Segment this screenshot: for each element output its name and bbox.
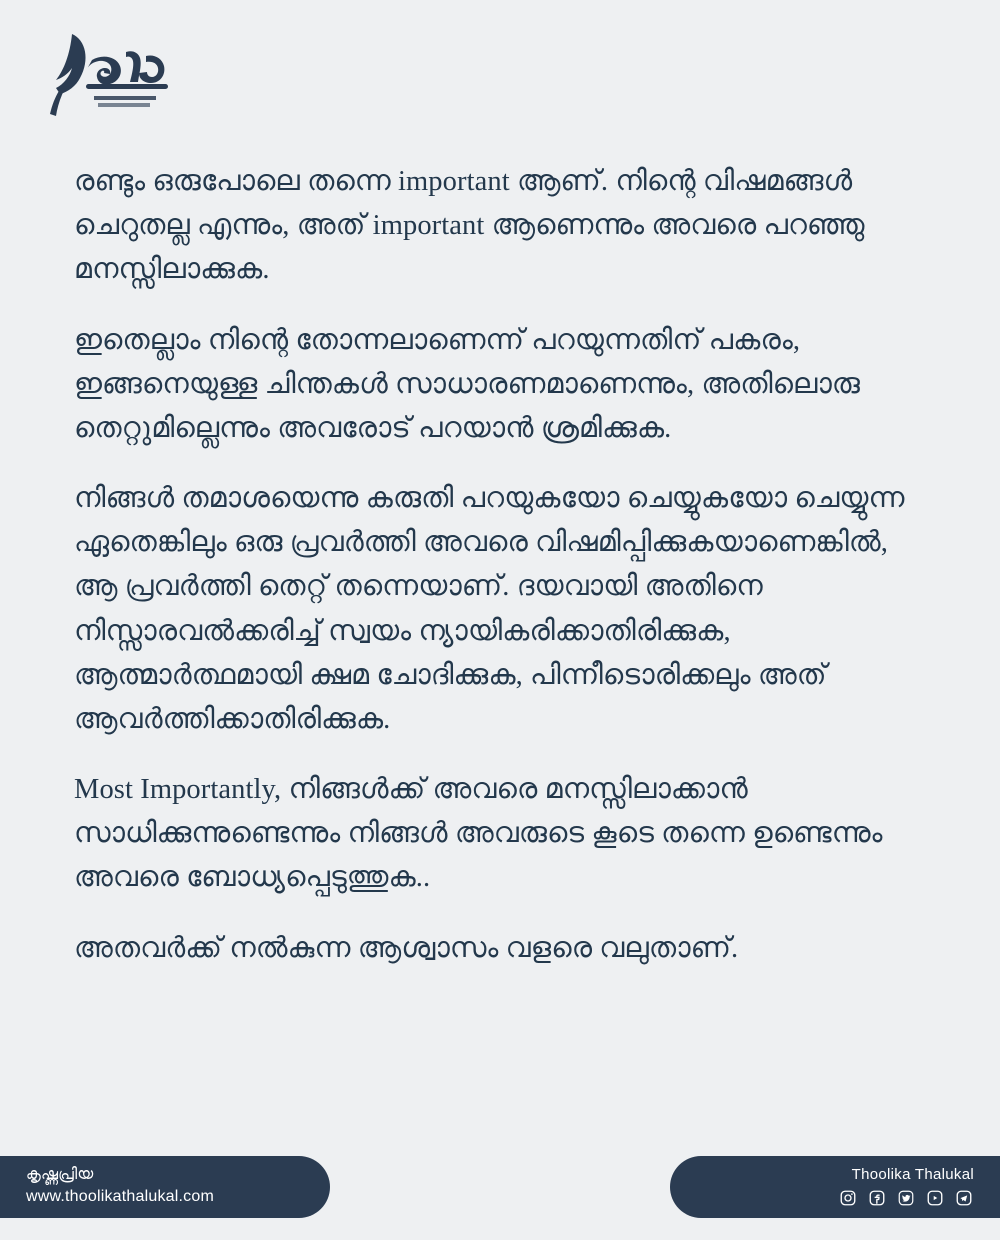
telegram-icon[interactable]	[954, 1188, 974, 1208]
youtube-icon[interactable]	[925, 1188, 945, 1208]
facebook-icon[interactable]	[867, 1188, 887, 1208]
thoolika-quill-logo-icon	[34, 26, 174, 126]
paragraph: അതവർക്ക് നൽകുന്ന ആശ്വാസം വളരെ വലുതാണ്.	[74, 932, 739, 964]
footer-author-pill	[0, 1156, 330, 1218]
paragraph: ഇതെല്ലാം നിന്റെ തോന്നലാണെന്ന് പറയുന്നതിന് പകരം, ഇങ്ങനെയുള്ള ചിന്തകൾ സാധാരണമാണെന്നും, അതിലൊരു തെറ്റുമില്ലെന്നും അവരോട് പറയാൻ ശ്രമിക്കുക.	[74, 324, 860, 444]
brand-name: Thoolika Thalukal	[851, 1166, 974, 1183]
footer	[0, 1115, 1000, 1240]
instagram-icon[interactable]	[838, 1188, 858, 1208]
author-name: കൃഷ്ണപ്രിയ	[26, 1166, 94, 1183]
paragraph: രണ്ടും ഒരുപോലെ തന്നെ important ആണ്. നിന്റെ വിഷമങ്ങൾ ചെറുതല്ല എന്നും, അത് important ആണെന്നും അവരെ പറഞ്ഞു മനസ്സിലാക്കുക.	[74, 166, 865, 286]
social-links	[670, 1188, 974, 1208]
site-logo	[34, 26, 174, 126]
twitter-icon[interactable]	[896, 1188, 916, 1208]
article-body	[74, 160, 934, 971]
website-url[interactable]: www.thoolikathalukal.com	[26, 1187, 214, 1205]
paragraph: Most Importantly, നിങ്ങൾക്ക് അവരെ മനസ്സിലാക്കാൻ സാധിക്കുന്നുണ്ടെന്നും നിങ്ങൾ അവരുടെ കൂടെ തന്നെ ഉണ്ടെന്നും അവരെ ബോധ്യപ്പെടുത്തുക..	[74, 774, 883, 894]
footer-brand-pill	[670, 1156, 1000, 1218]
paragraph: നിങ്ങൾ തമാശയെന്നു കരുതി പറയുകയോ ചെയ്യുകയോ ചെയ്യുന്ന ഏതെങ്കിലും ഒരു പ്രവർത്തി അവരെ വിഷമിപ്പിക്കുകയാണെങ്കിൽ, ആ പ്രവർത്തി തെറ്റ് തന്നെയാണ്. ദയവായി അതിനെ നിസ്സാരവൽക്കരിച്ച് സ്വയം ന്യായികരിക്കാതിരിക്കുക, ആത്മാർത്ഥമായി ക്ഷമ ചോദിക്കുക, പിന്നീടൊരിക്കലും അത് ആവർത്തിക്കാതിരിക്കുക.	[74, 483, 905, 735]
